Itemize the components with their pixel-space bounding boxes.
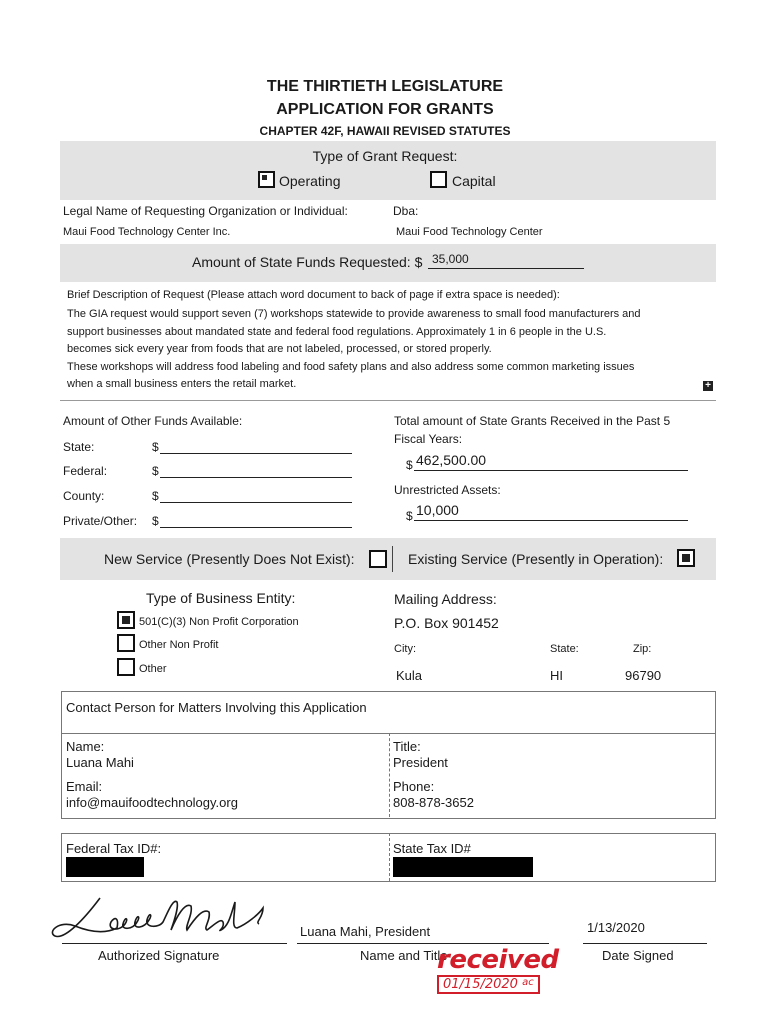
dba-label: Dba: [393, 204, 419, 218]
name-title-line [297, 943, 549, 944]
contact-title-label: Title: [393, 739, 421, 754]
city-value: Kula [396, 668, 423, 683]
amount-requested-value: 35,000 [432, 252, 469, 266]
legal-name-label: Legal Name of Requesting Organization or Individual: [63, 204, 348, 218]
state-funds-line[interactable] [160, 453, 352, 454]
contact-name-value: Luana Mahi [66, 755, 134, 770]
federal-tax-id-redaction [66, 857, 144, 877]
received-stamp-text: received [437, 945, 559, 975]
contact-phone-value: 808-878-3652 [393, 795, 474, 810]
description-label: Brief Description of Request (Please attach word document to back of page if extra space is needed): [67, 289, 560, 301]
other-funds-label: Amount of Other Funds Available: [63, 414, 243, 428]
federal-dollar: $ [152, 464, 159, 478]
private-dollar: $ [152, 514, 159, 528]
state-grants-value: 462,500.00 [416, 452, 487, 468]
federal-funds-line[interactable] [160, 477, 352, 478]
contact-heading-divider [61, 733, 715, 734]
zip-value: 96790 [625, 668, 662, 683]
unrestricted-assets-value: 10,000 [416, 502, 459, 518]
description-text [67, 306, 707, 394]
legal-name-value: Maui Food Technology Center Inc. [63, 226, 231, 238]
entity-other-label: Other [139, 663, 167, 675]
description-line: becomes sick every year from foods that are not labeled, processed, or stored properly. [67, 343, 492, 355]
state-value: HI [550, 668, 563, 683]
dba-value: Maui Food Technology Center [396, 226, 543, 238]
entity-501c3-checkbox[interactable] [117, 611, 135, 629]
existing-service-label: Existing Service (Presently in Operation): [408, 551, 664, 567]
date-signed-label: Date Signed [602, 948, 674, 963]
entity-other-checkbox[interactable] [117, 658, 135, 676]
received-stamp-date-box [437, 975, 540, 994]
state-tax-id-redaction [393, 857, 533, 877]
contact-email-value: info@mauifoodtechnology.org [66, 795, 238, 810]
amount-requested-label: Amount of State Funds Requested: $ [192, 254, 423, 270]
entity-other-nonprofit-checkbox[interactable] [117, 634, 135, 652]
state-grants-line [414, 470, 688, 471]
form-title-legislature: THE THIRTIETH LEGISLATURE [266, 78, 504, 95]
zip-label: Zip: [633, 643, 652, 655]
received-stamp-initials: ac [522, 977, 534, 988]
contact-email-label: Email: [66, 779, 103, 794]
county-funds-line[interactable] [160, 502, 352, 503]
state-funds-label: State: [63, 440, 95, 454]
state-dollar: $ [152, 440, 159, 454]
entity-501c3-label: 501(C)(3) Non Profit Corporation [139, 616, 299, 628]
name-title-label: Name and Title [360, 948, 448, 963]
county-funds-label: County: [63, 489, 105, 503]
amount-requested-underline [428, 268, 584, 269]
state-grants-label-line1: Total amount of State Grants Received in the Past 5 [394, 414, 671, 428]
form-title-application: APPLICATION FOR GRANTS [276, 101, 494, 118]
mailing-address-value: P.O. Box 901452 [394, 615, 499, 631]
federal-funds-label: Federal: [63, 464, 108, 478]
expand-icon[interactable]: + [703, 381, 713, 391]
description-line: The GIA request would support seven (7) workshops statewide to provide awareness to small food manufacturers and [67, 308, 641, 320]
received-stamp [437, 947, 561, 1001]
business-entity-label: Type of Business Entity: [146, 590, 296, 606]
name-title-value: Luana Mahi, President [300, 924, 431, 939]
contact-title-value: President [393, 755, 448, 770]
grant-type-label: Type of Grant Request: [312, 148, 458, 164]
authorized-signature-label: Authorized Signature [98, 948, 220, 963]
description-line: support businesses about mandated state and federal food regulations. Approximately 1 in 6 people in the U.S. [67, 325, 607, 338]
state-grants-dollar: $ [406, 458, 413, 472]
description-line: These workshops will address food labeling and food safety plans and also address some common marketing issues [67, 360, 635, 373]
description-line: when a small business enters the retail market. [67, 378, 297, 390]
state-tax-id-label: State Tax ID# [393, 841, 471, 856]
contact-heading: Contact Person for Matters Involving this Application [66, 700, 367, 715]
unrestricted-assets-line [414, 520, 688, 521]
form-subtitle-chapter: CHAPTER 42F, HAWAII REVISED STATUTES [259, 124, 511, 138]
new-service-label: New Service (Presently Does Not Exist): [104, 551, 355, 567]
contact-phone-label: Phone: [393, 779, 435, 794]
tax-id-divider [389, 833, 390, 881]
operating-checkbox[interactable] [258, 171, 275, 188]
authorized-signature-line [62, 943, 287, 944]
private-funds-label: Private/Other: [63, 514, 138, 528]
unrestricted-assets-label: Unrestricted Assets: [394, 483, 501, 497]
city-label: City: [394, 643, 416, 655]
date-signed-line [583, 943, 707, 944]
handwritten-signature [45, 888, 285, 948]
new-service-checkbox[interactable] [369, 550, 387, 568]
unrestricted-dollar: $ [406, 509, 413, 523]
federal-tax-id-label: Federal Tax ID#: [66, 841, 162, 856]
entity-other-nonprofit-label: Other Non Profit [139, 639, 219, 651]
received-stamp-date: 01/15/2020 [443, 977, 518, 992]
capital-label: Capital [452, 173, 496, 189]
date-signed-value: 1/13/2020 [587, 920, 645, 935]
operating-label: Operating [279, 173, 341, 189]
state-label: State: [550, 643, 579, 655]
existing-service-checkbox[interactable] [677, 549, 695, 567]
state-grants-label-line2: Fiscal Years: [394, 432, 463, 446]
capital-checkbox[interactable] [430, 171, 447, 188]
contact-name-label: Name: [66, 739, 105, 754]
private-funds-line[interactable] [160, 527, 352, 528]
county-dollar: $ [152, 489, 159, 503]
mailing-address-label: Mailing Address: [394, 591, 497, 607]
service-divider [392, 546, 393, 572]
description-divider [60, 400, 716, 401]
contact-column-divider [389, 733, 390, 817]
